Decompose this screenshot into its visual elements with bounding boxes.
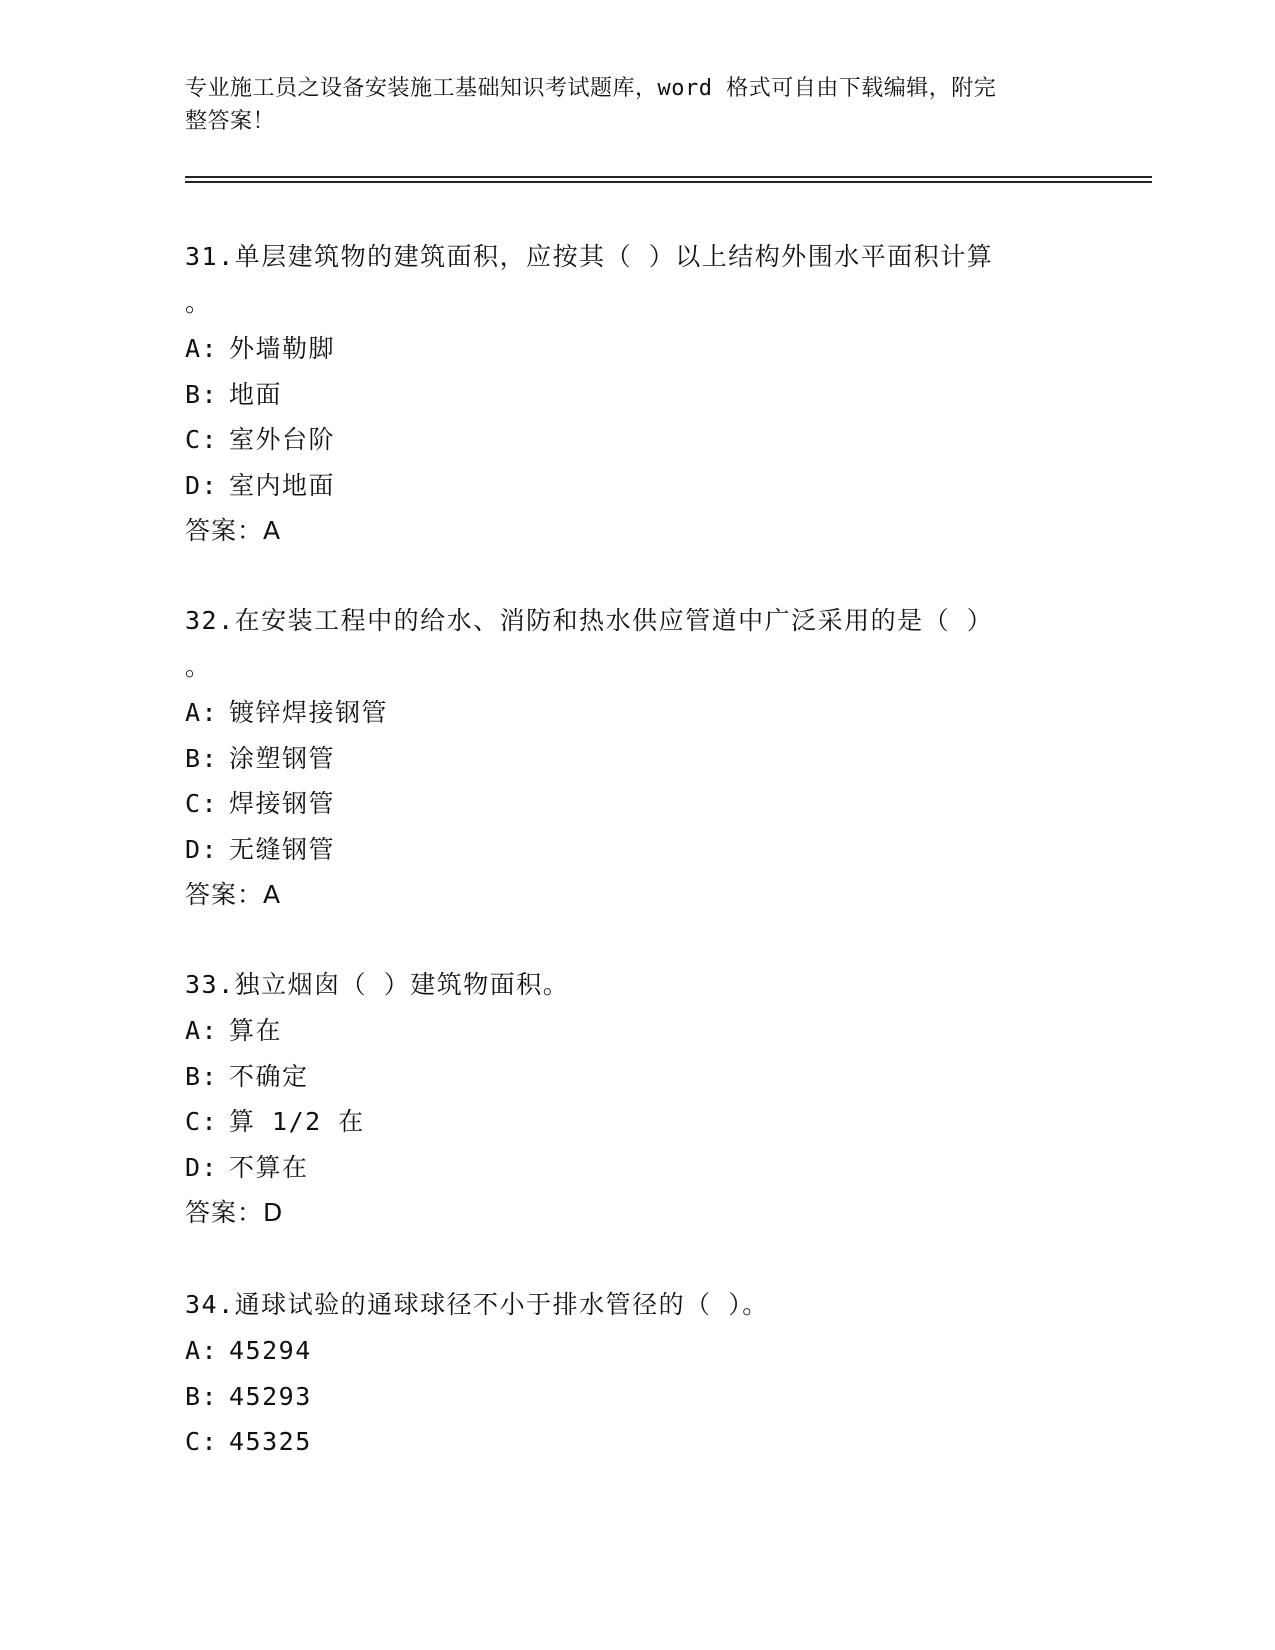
question-stem: 34.通球试验的通球球径不小于排水管径的（ ）。 — [185, 1290, 769, 1319]
option-c — [185, 781, 1085, 827]
option-letter: A: — [185, 1336, 219, 1365]
option-letter: A: — [185, 1016, 219, 1045]
question-34 — [185, 1282, 1085, 1465]
question-stem: 32.在安装工程中的给水、消防和热水供应管道中广泛采用的是（ ） — [185, 606, 994, 635]
option-c — [185, 1099, 1085, 1145]
option-b — [185, 1374, 1085, 1420]
document-header — [185, 72, 1065, 138]
option-a — [185, 1328, 1085, 1374]
option-letter: D: — [185, 470, 219, 500]
option-letter: B: — [185, 1381, 219, 1411]
question-32 — [185, 598, 1085, 918]
option-text: 焊接钢管 — [229, 789, 336, 818]
answer-line: 答案：A — [185, 516, 282, 545]
option-letter: C: — [185, 1107, 219, 1136]
option-d — [185, 463, 1085, 509]
option-letter: D: — [185, 834, 219, 864]
question-stem-tail: 。 — [185, 288, 212, 317]
option-d — [185, 827, 1085, 873]
option-text: 镀锌焊接钢管 — [229, 698, 389, 727]
option-d — [185, 1145, 1085, 1191]
option-b — [185, 372, 1085, 418]
option-letter: B: — [185, 1061, 219, 1091]
header-divider-bottom — [185, 181, 1152, 183]
option-text: 涂塑钢管 — [229, 743, 336, 773]
answer-line: 答案：A — [185, 880, 282, 909]
question-33 — [185, 962, 1085, 1236]
option-text: 算 1/2 在 — [229, 1107, 365, 1136]
option-text: 室内地面 — [229, 470, 336, 500]
header-line-2: 整答案！ — [185, 109, 276, 134]
header-line-1: 专业施工员之设备安装施工基础知识考试题库，word 格式可自由下载编辑，附完 — [185, 76, 997, 101]
question-31 — [185, 234, 1085, 554]
option-text: 外墙勒脚 — [229, 334, 336, 363]
option-letter: A: — [185, 698, 219, 727]
option-letter: C: — [185, 425, 219, 454]
option-letter: B: — [185, 743, 219, 773]
option-a — [185, 326, 1085, 372]
answer-line: 答案：D — [185, 1198, 284, 1227]
option-a — [185, 1008, 1085, 1054]
option-text: 地面 — [229, 379, 283, 409]
option-c — [185, 1419, 1085, 1465]
option-text: 45294 — [229, 1336, 312, 1365]
option-letter: A: — [185, 334, 219, 363]
option-b — [185, 1054, 1085, 1100]
option-text: 不确定 — [229, 1061, 309, 1091]
question-stem: 33.独立烟囱（ ）建筑物面积。 — [185, 970, 570, 999]
option-text: 算在 — [229, 1016, 283, 1045]
question-stem-tail: 。 — [185, 652, 212, 681]
header-divider-top — [185, 176, 1152, 178]
option-text: 45293 — [229, 1381, 312, 1411]
option-letter: C: — [185, 1427, 219, 1456]
option-letter: B: — [185, 379, 219, 409]
option-a — [185, 690, 1085, 736]
option-text: 无缝钢管 — [229, 834, 336, 864]
option-text: 45325 — [229, 1427, 312, 1456]
option-text: 不算在 — [229, 1152, 309, 1182]
option-letter: D: — [185, 1152, 219, 1182]
option-text: 室外台阶 — [229, 425, 336, 454]
option-letter: C: — [185, 789, 219, 818]
option-b — [185, 736, 1085, 782]
option-c — [185, 417, 1085, 463]
question-stem: 31.单层建筑物的建筑面积，应按其（ ）以上结构外围水平面积计算 — [185, 242, 994, 271]
